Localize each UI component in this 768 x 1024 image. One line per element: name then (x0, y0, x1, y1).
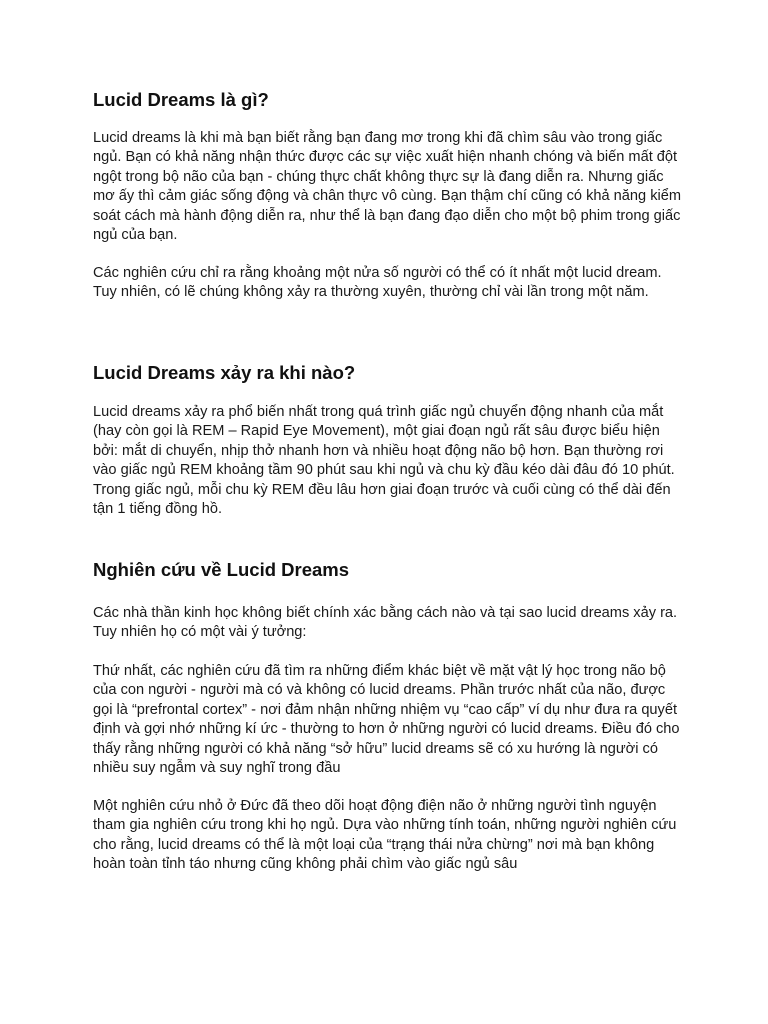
paragraph: Lucid dreams là khi mà bạn biết rằng bạn đang mơ trong khi đã chìm sâu vào trong giấc ngủ. Bạn có khả năng nhận thức được các sự việc xuất hiện nhanh chóng và biến mất đột ngột trong bộ não của bạn - chúng thực chất không thực sự là đang diễn ra. Nhưng giấc mơ ấy thì cảm giác sống động và chân thực vô cùng. Bạn thậm chí cũng có khả năng kiểm soát cách mà hành động diễn ra, như thể là bạn đang đạo diễn cho một bộ phim trong giấc ngủ của bạn. (93, 130, 682, 244)
section-heading: Nghiên cứu về Lucid Dreams (93, 559, 350, 580)
paragraph-block (93, 797, 683, 875)
paragraph: Một nghiên cứu nhỏ ở Đức đã theo dõi hoạt động điện não ở những người tình nguyện tham gia nghiên cứu trong khi họ ngủ. Dựa vào những tính toán, những người nghiên cứu cho rằng, lucid dreams có thể là một loại của “trạng thái nửa chừng” nơi mà bạn không hoàn toàn tỉnh táo nhưng cũng không phải chìm vào giấc ngủ sâu (93, 798, 677, 873)
paragraph: Các nhà thần kinh học không biết chính xác bằng cách nào và tại sao lucid dreams xảy ra. Tuy nhiên họ có một vài ý tưởng: (93, 605, 678, 641)
paragraph: Thứ nhất, các nghiên cứu đã tìm ra những điểm khác biệt về mặt vật lý học trong não bộ của con người - người mà có và không có lucid dreams. Phần trước nhất của não, được gọi là “prefrontal cortex” - nơi đảm nhận những nhiệm vụ “cao cấp” ví dụ như đưa ra quyết định và gợi nhớ những kí ức - thường to hơn ở những người có lucid dreams. Điều đó cho thấy rằng những người có khả năng “sở hữu” lucid dreams sẽ có xu hướng là người có nhiều suy ngẫm và suy nghĩ trong đầu (93, 663, 680, 777)
section-heading: Lucid Dreams là gì? (93, 89, 269, 110)
paragraph: Các nghiên cứu chỉ ra rằng khoảng một nửa số người có thể có ít nhất một lucid dream. Tuy nhiên, có lẽ chúng không xảy ra thường xuyên, thường chỉ vài lần trong một năm. (93, 265, 662, 301)
paragraph-block (93, 662, 683, 778)
paragraph-block (93, 264, 683, 303)
section-heading: Lucid Dreams xảy ra khi nào? (93, 362, 356, 383)
paragraph-block (93, 129, 683, 245)
paragraph: Lucid dreams xảy ra phổ biến nhất trong quá trình giấc ngủ chuyển động nhanh của mắt (hay còn gọi là REM – Rapid Eye Movement), một giai đoạn ngủ rất sâu được biểu hiện bởi: mắt di chuyển, nhịp thở nhanh hơn và nhiều hoạt động não bộ hơn. Bạn thường rơi vào giấc ngủ REM khoảng tầm 90 phút sau khi ngủ và chu kỳ đầu kéo dài đâu đó 10 phút. Trong giấc ngủ, mỗi chu kỳ REM đều lâu hơn giai đoạn trước và cuối cùng có thể dài đến tận 1 tiếng đồng hồ. (93, 404, 675, 518)
paragraph-block (93, 403, 683, 519)
paragraph-block (93, 604, 683, 643)
